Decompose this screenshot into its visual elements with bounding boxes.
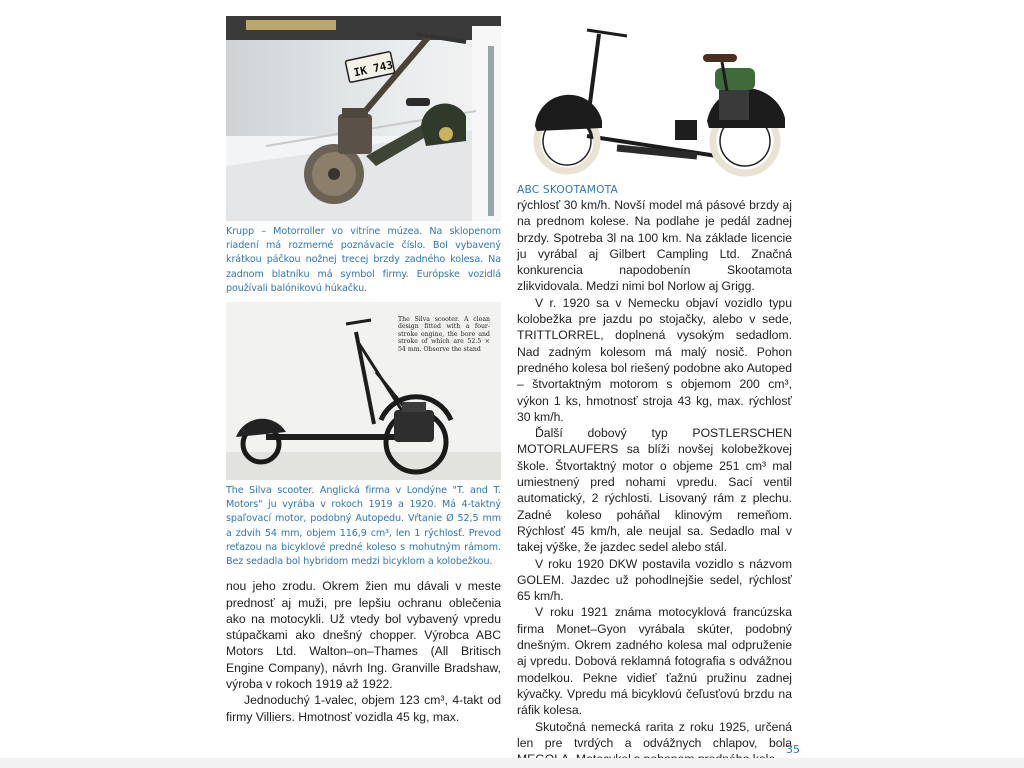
page-number: 35 (786, 743, 800, 756)
page-bottom-edge (0, 758, 1024, 768)
photo-krupp-motorroller (226, 16, 501, 221)
paragraph: V roku 1920 DKW postavila vozidlo s názvom GOLEM. Jazdec už pohodlnejšie sedel, rýchlosť 65 km/h. (517, 556, 792, 604)
right-column (517, 16, 792, 767)
paragraph: nou jeho zrodu. Okrem žien mu dávali v meste prednosť aj muži, pre lepšiu ochranu oblečenia ako na motocykli. Už vtedy bol vybavený vpredu stúpačkami ako dnešný chopper. Výrobca ABC Motors Ltd. Walton–on–Thames (All Britisch Engine Company), návrh Ing. Granville Bradshaw, výroba v rokoch 1919 až 1922. (226, 579, 501, 692)
silva-photo-caption-note: The Silva scooter. A clean design fitted with a four-stroke engine, the bore and stroke of which are 52.5 × 54 mm. Observe the stand (398, 316, 490, 353)
photo-label-abc-skootamota: ABC SKOOTAMOTA (517, 184, 618, 196)
paragraph: Jednoduchý 1-valec, objem 123 cm³, 4-takt od firmy Villiers. Hmotnosť vozidla 45 kg, max. (226, 693, 501, 724)
photo-abc-skootamota (517, 16, 792, 178)
paragraph: Ďalší dobový typ POSTLERSCHEN MOTORLAUFERS sa blíži novšej kolobežkovej škole. Štvortaktný motor o objeme 251 cm³ mal umiestnený pred nohami vpredu. Sací ventil automatický, 2 rýchlosti. Lisovaný rám z plechu. Zadné koleso poháňal klinovým remeňom. Rýchlosť 45 km/h, ale neujal sa. Sedadlo mal v takej výške, že jazdec sedel alebo stál. (517, 426, 792, 555)
right-body-text (517, 197, 792, 767)
paragraph: V roku 1921 známa motocyklová francúzska firma Monet–Gyon vyrábala skúter, podobný dnešným. Okrem zadného kolesa mal odpruženie aj vpredu. Dobová reklamná fotografia s odvážnou modelkou. Pekne vidieť ťažnú pružinu zadnej kývačky. Vpredu má bicyklovú čeľusťovú brzdu na ráfik kolesa. (517, 605, 792, 718)
paragraph: Skutočná nemecká rarita z roku 1925, určená len pre tvrdých a odvážnych chlapov, bola (517, 719, 792, 750)
left-body-text (226, 578, 501, 725)
paragraph: V r. 1920 sa v Nemecku objaví vozidlo typu kolobežka pre jazdu po stojačky, alebo v sede, TRITTLORREL, doplnená vysokým sedadlom. Nad zadným kolesom má malý nosič. Pohon predného kolesa bol riešený podobne ako Autoped – štvortaktným motorom s objemom 200 cm³, výkon 1 ks, hmotnosť stroja 43 kg, max. rýchlosť 30 km/h. (517, 295, 792, 424)
photo-silva-scooter (226, 302, 501, 480)
caption-krupp: Krupp – Motorroller vo vitríne múzea. Na sklopenom riadení má rozmerné poznávacie číslo. Bol vybavený krátkou páčkou nožnej trecej brzdy zadného kolesa. Na zadnom blatníku má symbol firmy. Európske vozidlá používali balónikovú húkačku. (226, 226, 501, 294)
left-column (226, 16, 501, 725)
caption-silva: The Silva scooter. Anglická firma v Londýne "T. and T. Motors" ju vyrába v rokoch 1919 a 1920. Má 4-taktný spaľovací motor, podobný Autopedu. Vŕtanie Ø 52,5 mm a zdvih 54 mm, objem 116,9 cm³, len 1 rýchlosť. Prevod reťazou na bicyklové predné koleso s mohutným rámom. Bez sedadla bol hybridom medzi bicyklom a kolobežkou. (226, 485, 501, 568)
paragraph: rýchlosť 30 km/h. Novší model má pásové brzdy aj na prednom kolese. Na podlahe je pedál zadnej brzdy. Spotreba 3l na 100 km. Na základe licencie ju vyrábal aj Gilbert Campling Ltd. Značná konkurencia napodobenín Skootamota zlikvidovala. Medzi nimi bol Norlow aj Grigg. (517, 198, 792, 294)
license-plate-text: IK 743 (352, 58, 395, 80)
book-page (215, 10, 810, 765)
